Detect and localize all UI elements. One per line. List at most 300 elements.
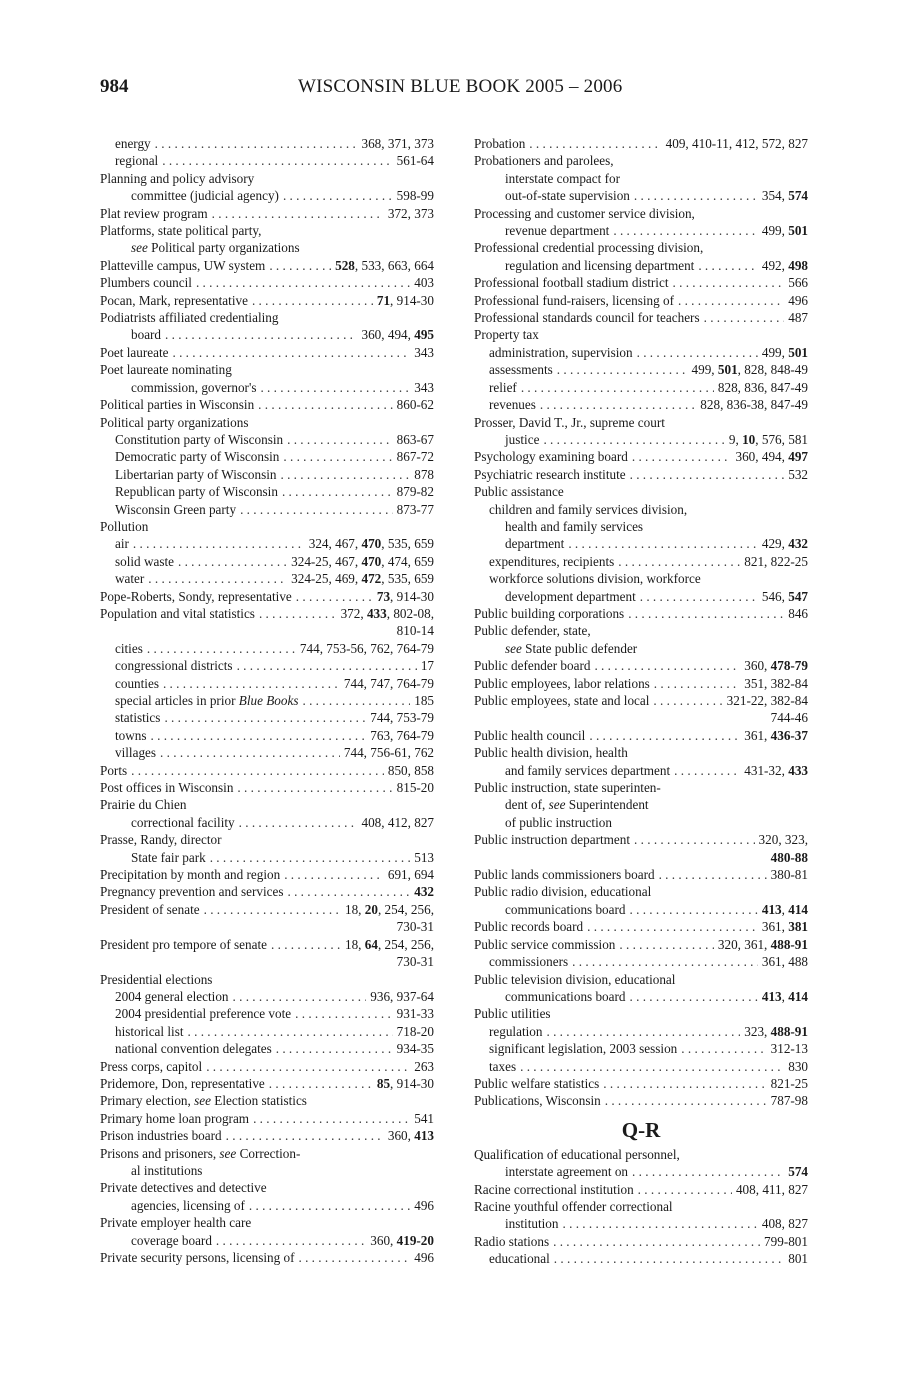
dot-leader [543, 431, 724, 448]
index-entry [100, 605, 434, 622]
dot-leader [630, 988, 758, 1005]
index-entry [474, 239, 808, 256]
entry-term: Pridemore, Don, representative [100, 1075, 265, 1091]
dot-leader [148, 570, 287, 587]
entry-term: Post offices in Wisconsin [100, 780, 234, 796]
entry-term: regulation and licensing department [505, 257, 695, 273]
entry-term: communications board [505, 988, 626, 1004]
entry-term: Primary home loan program [100, 1110, 250, 1126]
entry-term: expenditures, recipients [489, 553, 615, 569]
entry-term: Public utilities [474, 1006, 551, 1022]
dot-leader [554, 1250, 784, 1267]
dot-leader [147, 640, 296, 657]
index-column-left [100, 135, 434, 1266]
page-header [100, 76, 808, 102]
index-entry [474, 866, 808, 883]
dot-leader [298, 1249, 410, 1266]
entry-pages: 934-35 [396, 1041, 434, 1057]
entry-term: out-of-state supervision [505, 188, 630, 204]
index-subentry [474, 431, 808, 448]
dot-leader [594, 657, 740, 674]
index-entry [474, 605, 808, 622]
index-entry [474, 971, 808, 988]
entry-term: Primary election, see Election statistics [100, 1093, 307, 1109]
index-entry [474, 1092, 808, 1109]
dot-leader [164, 709, 366, 726]
entry-term: Presidential elections [100, 971, 213, 987]
entry-pages: 324-25, 469, 472, 535, 659 [291, 571, 434, 587]
index-subentry [100, 1162, 434, 1179]
dot-leader [587, 918, 758, 935]
dot-leader [237, 779, 392, 796]
dot-leader [618, 553, 740, 570]
dot-leader [673, 274, 785, 291]
dot-leader [605, 1092, 767, 1109]
index-entry [100, 971, 434, 988]
dot-leader [237, 657, 417, 674]
index-entry [474, 1075, 808, 1092]
entry-pages: 863-67 [396, 431, 434, 447]
dot-leader [681, 1040, 766, 1057]
entry-term: Plumbers council [100, 275, 192, 291]
index-subentry [100, 1232, 434, 1249]
dot-leader [226, 1127, 384, 1144]
entry-pages: 496 [788, 292, 808, 308]
dot-leader [249, 1197, 410, 1214]
entry-term: interstate agreement on [505, 1164, 629, 1180]
entry-term: Public television division, educational [474, 971, 676, 987]
index-entry [474, 152, 808, 169]
entry-pages: 368, 371, 373 [361, 136, 434, 151]
index-subentry [100, 570, 434, 587]
index-entry [474, 326, 808, 343]
dot-leader [269, 257, 331, 274]
dot-leader [546, 1023, 740, 1040]
dot-leader [654, 675, 740, 692]
index-entry [100, 274, 434, 291]
index-subentry [474, 187, 808, 204]
entry-pages: 360, 494, 495 [361, 327, 434, 343]
entry-pages: 799-801 [764, 1233, 808, 1249]
entry-term: Pocan, Mark, representative [100, 292, 248, 308]
dot-leader [628, 605, 784, 622]
entry-pages: 17 [420, 658, 434, 674]
entry-term: Public employees, labor relations [474, 675, 650, 691]
index-entry [474, 1181, 808, 1198]
index-subentry [474, 1040, 808, 1057]
entry-term: Public assistance [474, 484, 564, 500]
dot-leader [603, 1075, 766, 1092]
index-entry [474, 622, 808, 639]
index-column-right [474, 135, 808, 1268]
entry-pages: 372, 373 [387, 205, 434, 221]
index-entry [474, 1005, 808, 1022]
entry-pages: 931-33 [396, 1006, 434, 1022]
index-subentry [474, 988, 808, 1005]
entry-pages: 936, 937-64 [370, 988, 434, 1004]
entry-pages: 532 [788, 466, 808, 482]
entry-pages: 185 [414, 693, 434, 708]
index-entry [474, 657, 808, 674]
entry-pages: 360, 478-79 [744, 658, 808, 674]
dot-leader [280, 466, 410, 483]
dot-leader [698, 257, 758, 274]
index-subentry [474, 379, 808, 396]
dot-leader [276, 1040, 393, 1057]
entry-pages: 828, 836-38, 847-49 [700, 397, 808, 413]
entry-term: Public radio division, educational [474, 884, 652, 900]
dot-leader [572, 953, 758, 970]
index-entry [100, 762, 434, 779]
entry-pages: 408, 412, 827 [361, 814, 434, 830]
dot-leader [131, 762, 384, 779]
index-subentry [100, 326, 434, 343]
entry-term: taxes [489, 1058, 517, 1074]
entry-pages: 403 [414, 275, 434, 291]
dot-leader [160, 744, 340, 761]
dot-leader [619, 936, 713, 953]
entry-term: Public health council [474, 727, 586, 743]
entry-pages: 566 [788, 275, 808, 291]
dot-leader [283, 187, 393, 204]
entry-term: workforce solutions division, workforce [489, 571, 701, 587]
index-subentry [100, 135, 434, 152]
index-entry-continuation: 730-31 [396, 954, 434, 970]
entry-term: Psychology examining board [474, 449, 628, 465]
index-subentry [100, 466, 434, 483]
entry-pages: 830 [788, 1058, 808, 1074]
entry-term: Professional football stadium district [474, 275, 669, 291]
entry-pages: 408, 827 [761, 1216, 808, 1232]
dot-leader [282, 483, 393, 500]
dot-leader [287, 431, 393, 448]
index-subentry [100, 709, 434, 726]
index-subentry [100, 187, 434, 204]
index-entry [474, 727, 808, 744]
entry-term: committee (judicial agency) [131, 188, 279, 204]
index-entry-continuation: 744-46 [770, 710, 808, 726]
index-subentry [100, 727, 434, 744]
index-subentry [100, 152, 434, 169]
dot-leader [162, 152, 392, 169]
entry-pages: 828, 836, 847-49 [717, 379, 808, 395]
entry-term: State fair park [131, 849, 206, 865]
index-entry [474, 692, 808, 709]
dot-leader [613, 222, 757, 239]
entry-term: interstate compact for [505, 170, 620, 186]
index-subentry [474, 762, 808, 779]
dot-leader [653, 692, 722, 709]
index-subentry [100, 988, 434, 1005]
index-entry [474, 1233, 808, 1250]
entry-pages: 431-32, 433 [744, 762, 808, 778]
entry-pages: 787-98 [770, 1093, 808, 1109]
entry-pages: 860-62 [396, 397, 434, 413]
entry-pages: 312-13 [770, 1041, 808, 1057]
entry-term: Republican party of Wisconsin [115, 484, 278, 500]
entry-term: relief [489, 379, 517, 395]
entry-pages: 878 [414, 466, 434, 482]
entry-term: President of senate [100, 901, 200, 917]
entry-pages: 360, 494, 497 [735, 449, 808, 465]
dot-leader [260, 379, 410, 396]
entry-pages: 361, 488 [761, 954, 808, 970]
entry-pages: 846 [788, 605, 808, 621]
entry-term: Psychiatric research institute [474, 466, 626, 482]
index-subentry [474, 1163, 808, 1180]
entry-pages: 71, 914-30 [376, 292, 434, 308]
entry-term: special articles in prior Blue Books [115, 693, 299, 708]
entry-term: air [115, 536, 129, 552]
entry-term: Private security persons, licensing of [100, 1250, 295, 1265]
entry-term: Professional standards council for teachers [474, 310, 700, 326]
index-subentry [474, 222, 808, 239]
dot-leader [640, 588, 758, 605]
entry-term: Professional fund-raisers, licensing of [474, 292, 674, 308]
entry-pages: 546, 547 [761, 588, 808, 604]
entry-term: Political parties in Wisconsin [100, 397, 255, 413]
dot-leader [239, 814, 358, 831]
dot-leader [296, 588, 373, 605]
entry-term: Publications, Wisconsin [474, 1093, 601, 1109]
entry-pages: 372, 433, 802-08, [340, 605, 434, 621]
index-subentry [100, 501, 434, 518]
entry-pages: 432 [414, 884, 434, 900]
index-entry [100, 170, 434, 187]
index-subentry [100, 1005, 434, 1022]
index-entry [474, 483, 808, 500]
entry-pages: 879-82 [396, 484, 434, 500]
index-entry [100, 292, 434, 309]
index-entry [100, 831, 434, 848]
entry-pages: 718-20 [396, 1023, 434, 1039]
dot-leader [637, 344, 758, 361]
entry-term: justice [505, 431, 540, 447]
dot-leader [133, 535, 305, 552]
entry-term: President pro tempore of senate [100, 936, 267, 952]
entry-term: Prosser, David T., Jr., supreme court [474, 414, 665, 430]
entry-pages: 361, 381 [761, 919, 808, 935]
index-entry [474, 466, 808, 483]
dot-leader [563, 1215, 758, 1232]
index-entry [474, 831, 808, 848]
index-entry [100, 309, 434, 326]
entry-term: counties [115, 675, 159, 691]
dot-leader [212, 205, 384, 222]
index-subentry [474, 1215, 808, 1232]
entry-pages: 541 [414, 1110, 434, 1126]
entry-term: Population and vital statistics [100, 605, 255, 621]
entry-pages: 492, 498 [761, 257, 808, 273]
entry-term: Public defender, state, [474, 623, 591, 639]
index-entry [100, 396, 434, 413]
entry-pages: 744, 756-61, 762 [343, 745, 434, 761]
entry-term: Prison industries board [100, 1128, 222, 1144]
index-entry [100, 1058, 434, 1075]
dot-leader [659, 866, 767, 883]
index-subentry [474, 1023, 808, 1040]
index-subentry [100, 675, 434, 692]
entry-pages: 320, 361, 488-91 [717, 936, 808, 952]
entry-term: Radio stations [474, 1233, 550, 1249]
entry-pages: 574 [788, 1164, 808, 1180]
entry-term: Pope-Roberts, Sondy, representative [100, 588, 292, 604]
index-subentry [100, 431, 434, 448]
entry-pages: 801 [788, 1251, 808, 1267]
entry-term: Prairie du Chien [100, 797, 187, 813]
entry-term: energy [115, 136, 151, 151]
index-entry [100, 1110, 434, 1127]
entry-term: Podiatrists affiliated credentialing [100, 310, 279, 326]
entry-term: department [505, 536, 565, 552]
index-subentry [100, 448, 434, 465]
index-entry [474, 205, 808, 222]
running-title: WISCONSIN BLUE BOOK 2005 – 2006 [298, 76, 623, 97]
entry-term: see Political party organizations [131, 240, 300, 256]
index-entry [100, 257, 434, 274]
index-entry [474, 292, 808, 309]
index-entry [100, 1127, 434, 1144]
entry-term: regional [115, 153, 159, 169]
entry-pages: 873-77 [396, 501, 434, 517]
index-subentry [474, 396, 808, 413]
index-entry [100, 222, 434, 239]
entry-pages: 354, 574 [761, 188, 808, 204]
dot-leader [521, 379, 714, 396]
dot-leader [258, 396, 392, 413]
entry-term: educational [489, 1251, 550, 1267]
index-subentry [100, 379, 434, 396]
entry-term: Property tax [474, 327, 539, 343]
entry-term: Political party organizations [100, 414, 249, 430]
entry-pages: 821-25 [770, 1075, 808, 1091]
entry-term: Libertarian party of Wisconsin [115, 466, 277, 482]
dot-leader [210, 849, 411, 866]
dot-leader [216, 1232, 366, 1249]
entry-pages: 351, 382-84 [744, 675, 808, 691]
index-entry [100, 205, 434, 222]
entry-term: Public instruction department [474, 832, 631, 848]
entry-pages: 744, 753-56, 762, 764-79 [299, 640, 434, 656]
entry-pages: 321-22, 382-84 [726, 693, 808, 708]
entry-pages: 528, 533, 663, 664 [335, 257, 434, 273]
index-entry [474, 1198, 808, 1215]
index-entry [100, 883, 434, 900]
dot-leader [269, 1075, 373, 1092]
entry-term: Public defender board [474, 658, 591, 674]
index-entry [100, 1249, 434, 1266]
index-entry-continuation: 730-31 [396, 919, 434, 935]
entry-term: Wisconsin Green party [115, 501, 237, 517]
entry-pages: 18, 64, 254, 256, [344, 936, 434, 952]
entry-pages: 324-25, 467, 470, 474, 659 [291, 553, 434, 569]
entry-term: Pollution [100, 518, 149, 534]
dot-leader [634, 187, 758, 204]
entry-term: statistics [115, 710, 161, 726]
index-subentry [474, 170, 808, 187]
entry-term: Public health division, health [474, 745, 628, 761]
dot-leader [233, 988, 367, 1005]
index-subentry [100, 814, 434, 831]
entry-term: administration, supervision [489, 344, 633, 360]
entry-term: regulation [489, 1023, 543, 1039]
entry-pages: 360, 413 [387, 1128, 434, 1144]
dot-leader [259, 605, 337, 622]
entry-term: historical list [115, 1023, 184, 1039]
index-entry [100, 588, 434, 605]
entry-term: agencies, licensing of [131, 1197, 245, 1213]
entry-term: Prasse, Randy, director [100, 832, 222, 848]
entry-term: Qualification of educational personnel, [474, 1146, 680, 1162]
entry-term: Constitution party of Wisconsin [115, 431, 284, 447]
entry-term: Press corps, capitol [100, 1058, 203, 1074]
entry-term: al institutions [131, 1162, 203, 1178]
dot-leader [206, 1058, 410, 1075]
entry-term: assessments [489, 362, 553, 378]
entry-term: 2004 general election [115, 988, 229, 1004]
index-entry [100, 1092, 434, 1109]
entry-term: communications board [505, 901, 626, 917]
entry-pages: 343 [414, 344, 434, 360]
entry-pages: 413, 414 [761, 901, 808, 917]
dot-leader [271, 936, 341, 953]
entry-term: institution [505, 1216, 559, 1232]
entry-term: Processing and customer service division, [474, 205, 695, 221]
dot-leader [172, 344, 410, 361]
index-entry-continuation: 480-88 [770, 849, 808, 865]
dot-leader [632, 448, 732, 465]
index-subentry [474, 796, 808, 813]
dot-leader [188, 1023, 393, 1040]
entry-term: Precipitation by month and region [100, 867, 281, 883]
index-subentry [100, 849, 434, 866]
index-subentry [100, 744, 434, 761]
entry-term: board [131, 327, 162, 343]
entry-pages: 499, 501, 828, 848-49 [691, 362, 808, 378]
dot-leader [163, 675, 340, 692]
entry-pages: 487 [788, 310, 808, 326]
entry-pages: 429, 432 [761, 536, 808, 552]
dot-leader [557, 361, 688, 378]
entry-term: Pregnancy prevention and services [100, 884, 284, 900]
index-entry-continuation: 810-14 [396, 623, 434, 639]
entry-pages: 867-72 [396, 449, 434, 465]
entry-pages: 691, 694 [387, 867, 434, 883]
entry-term: Professional credential processing division, [474, 240, 704, 256]
dot-leader [704, 309, 785, 326]
entry-pages: 815-20 [396, 780, 434, 796]
dot-leader [155, 135, 358, 152]
entry-term: Private employer health care [100, 1215, 252, 1231]
entry-term: Poet laureate nominating [100, 362, 232, 378]
entry-term: revenue department [505, 223, 610, 239]
entry-pages: 409, 410-11, 412, 572, 827 [665, 136, 808, 151]
dot-leader [196, 274, 410, 291]
entry-term: solid waste [115, 553, 174, 569]
entry-pages: 343 [414, 379, 434, 395]
index-entry [474, 744, 808, 761]
entry-pages: 598-99 [396, 188, 434, 204]
index-entry [474, 135, 808, 152]
entry-pages: 561-64 [396, 153, 434, 169]
dot-leader [630, 466, 785, 483]
dot-leader [295, 1005, 393, 1022]
index-subentry [100, 692, 434, 709]
index-entry [474, 448, 808, 465]
dot-leader [630, 901, 758, 918]
entry-pages: 380-81 [770, 867, 808, 883]
entry-term: Probation [474, 136, 526, 151]
